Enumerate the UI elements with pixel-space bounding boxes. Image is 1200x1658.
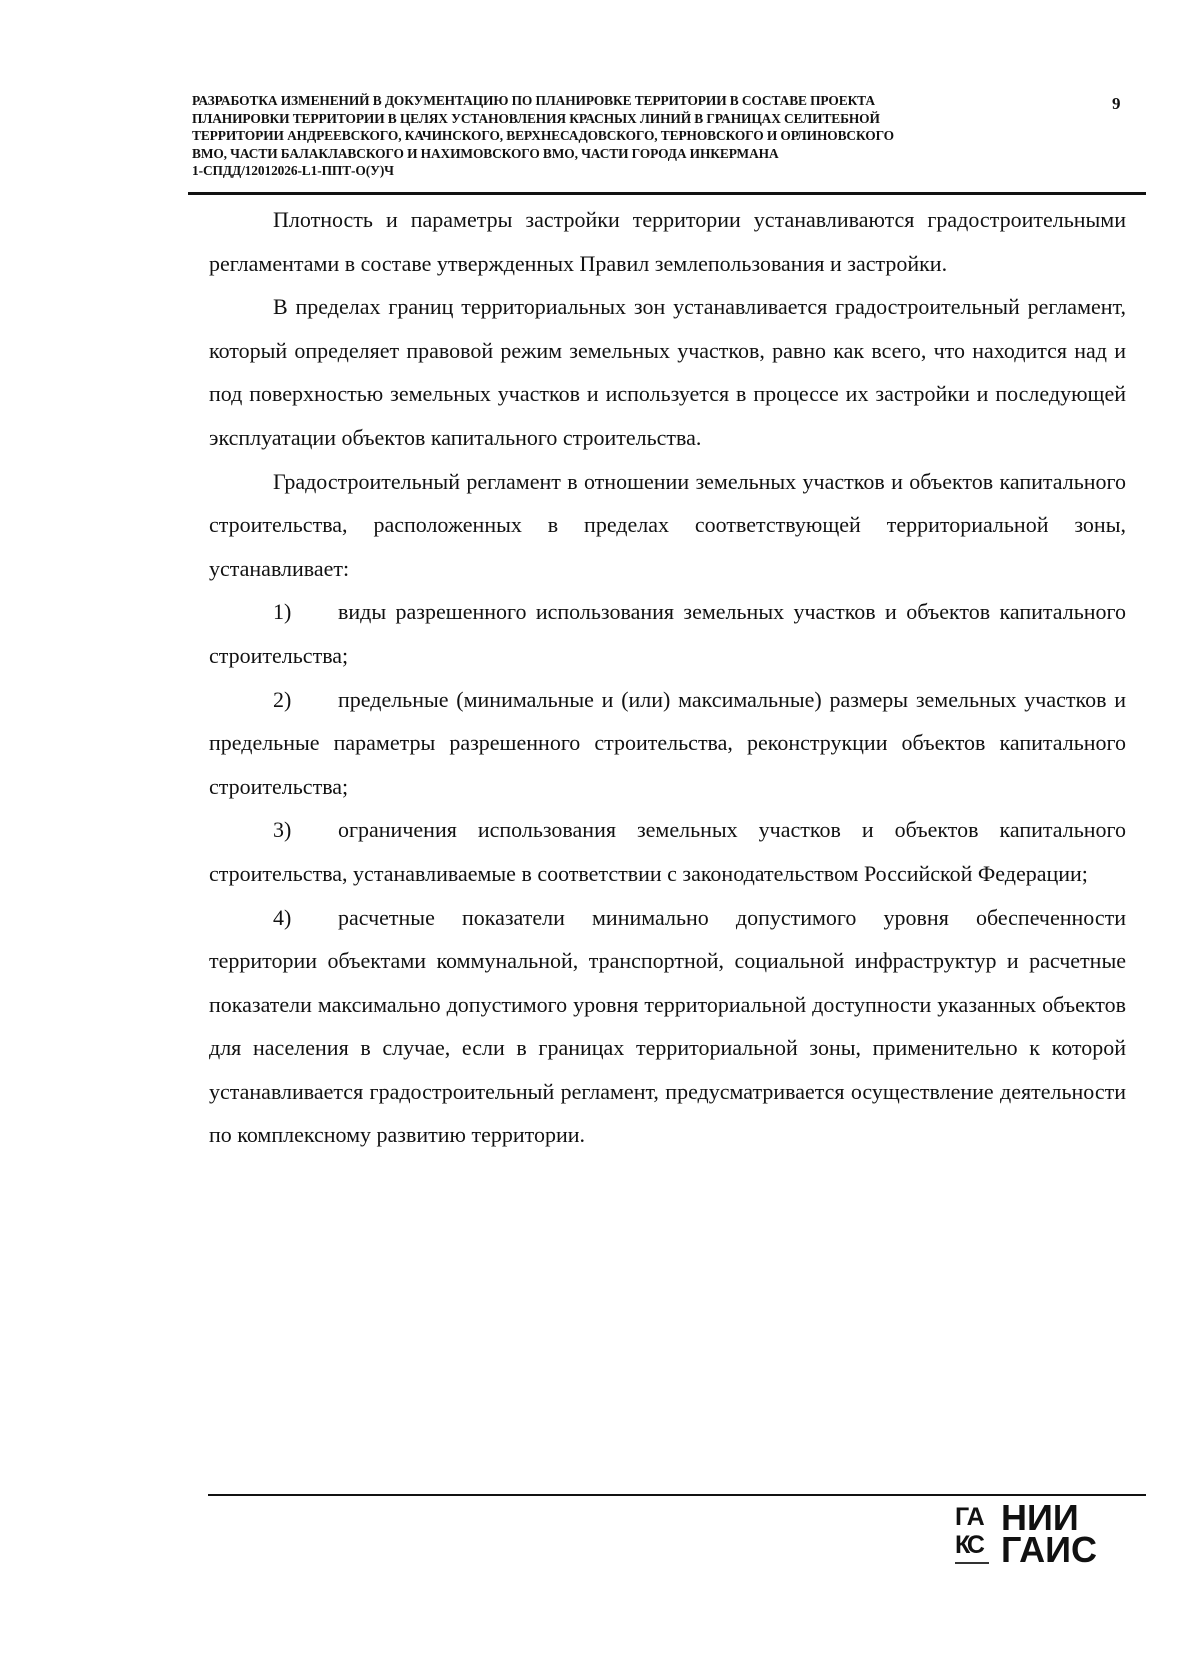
document-body — [209, 198, 1126, 1157]
list-item-number: 1) — [273, 599, 292, 625]
list-item — [209, 896, 1126, 1158]
logo-mark-bottom: КС — [955, 1531, 982, 1559]
header-divider — [188, 192, 1146, 195]
list-item-text: виды разрешенного использования земельных участков и объектов капитального строительства; — [209, 599, 1126, 668]
logo-name-bottom: ГАИС — [1001, 1529, 1098, 1570]
paragraph: В пределах границ территориальных зон устанавливается градостроительный регламент, который определяет правовой режим земельных участков, равно как всего, что находится над и под поверхностью земельных участков и используется в процессе их застройки и последующей эксплуатации объектов капитального строительства. — [209, 294, 1126, 450]
list-item-text: расчетные показатели минимально допустимого уровня обеспеченности территории объектами коммунальной, транспортной, социальной инфраструктур и расчетные показатели максимально допустимого уровня территориальной доступности указанных объектов для населения в случае, если в границах территориальной зоны, применительно к которой устанавливается градостроительный регламент, предусматривается осуществление деятельности по комплексному развитию территории. — [209, 904, 1126, 1148]
header-line: РАЗРАБОТКА ИЗМЕНЕНИЙ В ДОКУМЕНТАЦИЮ ПО ПЛАНИРОВКЕ ТЕРРИТОРИИ В СОСТАВЕ ПРОЕКТА — [192, 93, 875, 108]
list-item-number: 3) — [273, 817, 292, 843]
header-line: ТЕРРИТОРИИ АНДРЕЕВСКОГО, КАЧИНСКОГО, ВЕРХНЕСАДОВСКОГО, ТЕРНОВСКОГО И ОРЛИНОВСКОГО — [192, 128, 894, 143]
header-line: ВМО, ЧАСТИ БАЛАКЛАВСКОГО И НАХИМОВСКОГО ВМО, ЧАСТИ ГОРОДА ИНКЕРМАНА — [192, 145, 779, 161]
page-number: 9 — [1112, 94, 1121, 113]
list-item-text: предельные (минимальные и (или) максимальные) размеры земельных участков и предельные параметры разрешенного строительства, реконструкции объектов капитального строительства; — [209, 686, 1126, 799]
list-item — [209, 678, 1126, 809]
logo-name-top: НИИ — [1001, 1497, 1079, 1538]
logo-underline — [955, 1562, 989, 1564]
footer-divider — [208, 1494, 1146, 1496]
list-item-text: ограничения использования земельных участков и объектов капитального строительства, устанавливаемые в соответствии с законодательством Российской Федерации; — [209, 817, 1126, 886]
list-item-number: 2) — [273, 686, 292, 712]
document-code: 1-СПДД/12012026-L1-ППТ-О(У)Ч — [192, 163, 394, 178]
header-line: ПЛАНИРОВКИ ТЕРРИТОРИИ В ЦЕЛЯХ УСТАНОВЛЕНИЯ КРАСНЫХ ЛИНИЙ В ГРАНИЦАХ СЕЛИТЕБНОЙ — [192, 110, 880, 126]
list-item — [209, 808, 1126, 895]
list-item-number: 4) — [273, 904, 292, 930]
paragraph: Градостроительный регламент в отношении земельных участков и объектов капитального строительства, расположенных в пределах соответствующей территориальной зоны, устанавливает: — [209, 468, 1126, 581]
logo-mark-top: ГА — [955, 1503, 984, 1531]
paragraph: Плотность и параметры застройки территории устанавливаются градостроительными регламентами в составе утвержденных Правил землепользования и застройки. — [209, 207, 1126, 276]
document-header — [192, 92, 1072, 180]
list-item — [209, 590, 1126, 677]
nii-gais-logo — [955, 1497, 1130, 1572]
